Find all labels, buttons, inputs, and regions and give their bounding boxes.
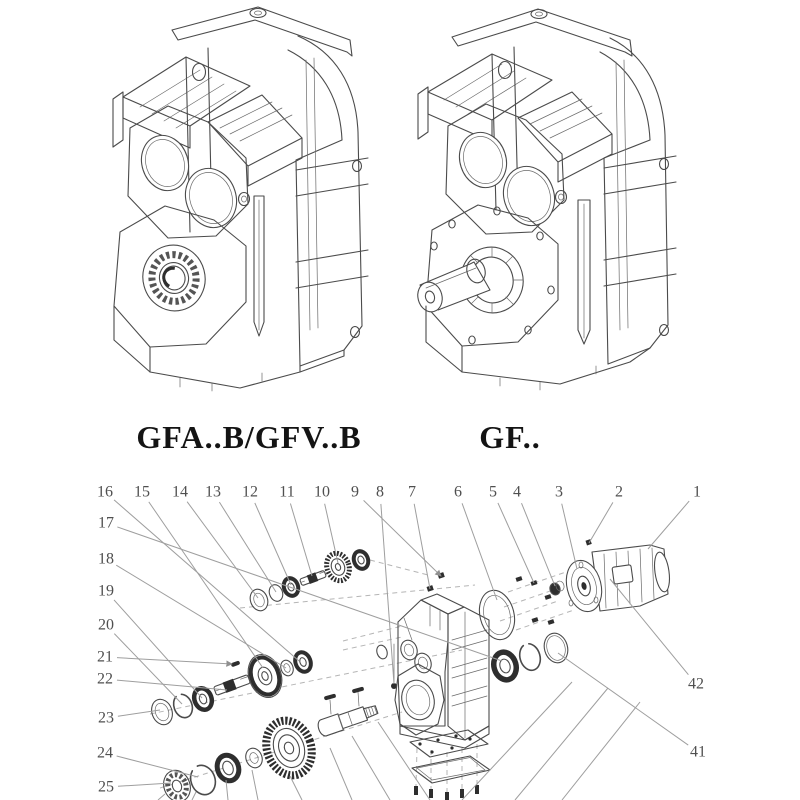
- callout-label-12: 12: [242, 483, 258, 501]
- callout-label-11: 11: [279, 483, 295, 501]
- callout-label-25: 25: [98, 778, 114, 796]
- caption-left: GFA..B/GFV..B: [136, 419, 362, 455]
- callout-label-16: 16: [97, 483, 113, 501]
- callout-label-13: 13: [205, 483, 221, 501]
- callout-label-19: 19: [98, 582, 114, 600]
- second-stage-gear: [242, 650, 287, 702]
- intermediate-pinion-shaft: [213, 674, 251, 697]
- callout-label-7: 7: [408, 483, 416, 501]
- callout-label-3: 3: [555, 483, 563, 501]
- callout-line-21: [117, 658, 232, 664]
- callout-line-17: [117, 527, 502, 661]
- callout-label-22: 22: [97, 670, 113, 688]
- callout-line-41: [558, 653, 688, 745]
- output-shaft-exploded: [316, 701, 379, 737]
- callout-line-18: [116, 565, 286, 668]
- motor-side-rings: [491, 630, 572, 682]
- callout-line-2: [589, 502, 613, 543]
- terminal-box: [612, 565, 633, 584]
- callout-line-3: [562, 504, 577, 569]
- output-gear: [259, 714, 319, 782]
- callout-line-13: [219, 502, 276, 592]
- callout-label-42: 42: [688, 675, 704, 693]
- callout-label-21: 21: [97, 648, 113, 666]
- bearing-bore: [136, 238, 213, 318]
- callout-line-9: [364, 500, 441, 576]
- callout-label-14: 14: [172, 483, 188, 501]
- callout-label-1: 1: [693, 483, 701, 501]
- input-pinion-shaft: [299, 569, 327, 586]
- callout-label-2: 2: [615, 483, 623, 501]
- gearbox-front-drawing: [113, 7, 368, 391]
- input-gear: [323, 550, 353, 584]
- callout-label-24: 24: [97, 744, 113, 762]
- callout-label-4: 4: [513, 483, 521, 501]
- callout-line-20: [114, 634, 182, 704]
- output-seal: [214, 752, 243, 784]
- callout-label-5: 5: [489, 483, 497, 501]
- callout-line-22: [117, 680, 227, 690]
- gasket-parts: [410, 730, 490, 783]
- callout-label-10: 10: [314, 483, 330, 501]
- callout-line-12: [255, 503, 291, 585]
- callout-line-1: [648, 501, 689, 549]
- callout-line-8: [381, 504, 394, 684]
- intermediate-bearing-2: [293, 650, 314, 674]
- intermediate-shaft-parts: [148, 650, 313, 728]
- callout-line-11: [290, 504, 312, 576]
- callout-label-41: 41: [690, 743, 706, 761]
- callout-line-24: [117, 756, 198, 777]
- gearbox-shaft-drawing: [415, 9, 676, 390]
- coupling-bush: [549, 580, 566, 596]
- callout-line-7: [414, 504, 430, 589]
- callout-label-18: 18: [98, 550, 114, 568]
- input-shaft-parts: [247, 549, 370, 613]
- callout-label-17: 17: [98, 514, 114, 532]
- callout-label-23: 23: [98, 709, 114, 727]
- exploded-view: [97, 484, 706, 800]
- callout-line-14: [187, 502, 258, 598]
- callout-label-8: 8: [376, 483, 384, 501]
- callout-label-9: 9: [351, 483, 359, 501]
- callout-label-15: 15: [134, 483, 150, 501]
- callouts: [97, 484, 706, 796]
- motor-side-bearing: [491, 650, 520, 683]
- motor-drawing: [561, 545, 672, 615]
- adapter-flange-ring: [474, 587, 519, 644]
- caption-right: GF..: [479, 419, 541, 455]
- key-pin: [231, 660, 241, 667]
- callout-line-5: [498, 503, 534, 583]
- callout-label-20: 20: [98, 616, 114, 634]
- input-bearing-2: [351, 549, 370, 571]
- callout-line-4: [521, 503, 555, 586]
- callout-label-6: 6: [454, 483, 462, 501]
